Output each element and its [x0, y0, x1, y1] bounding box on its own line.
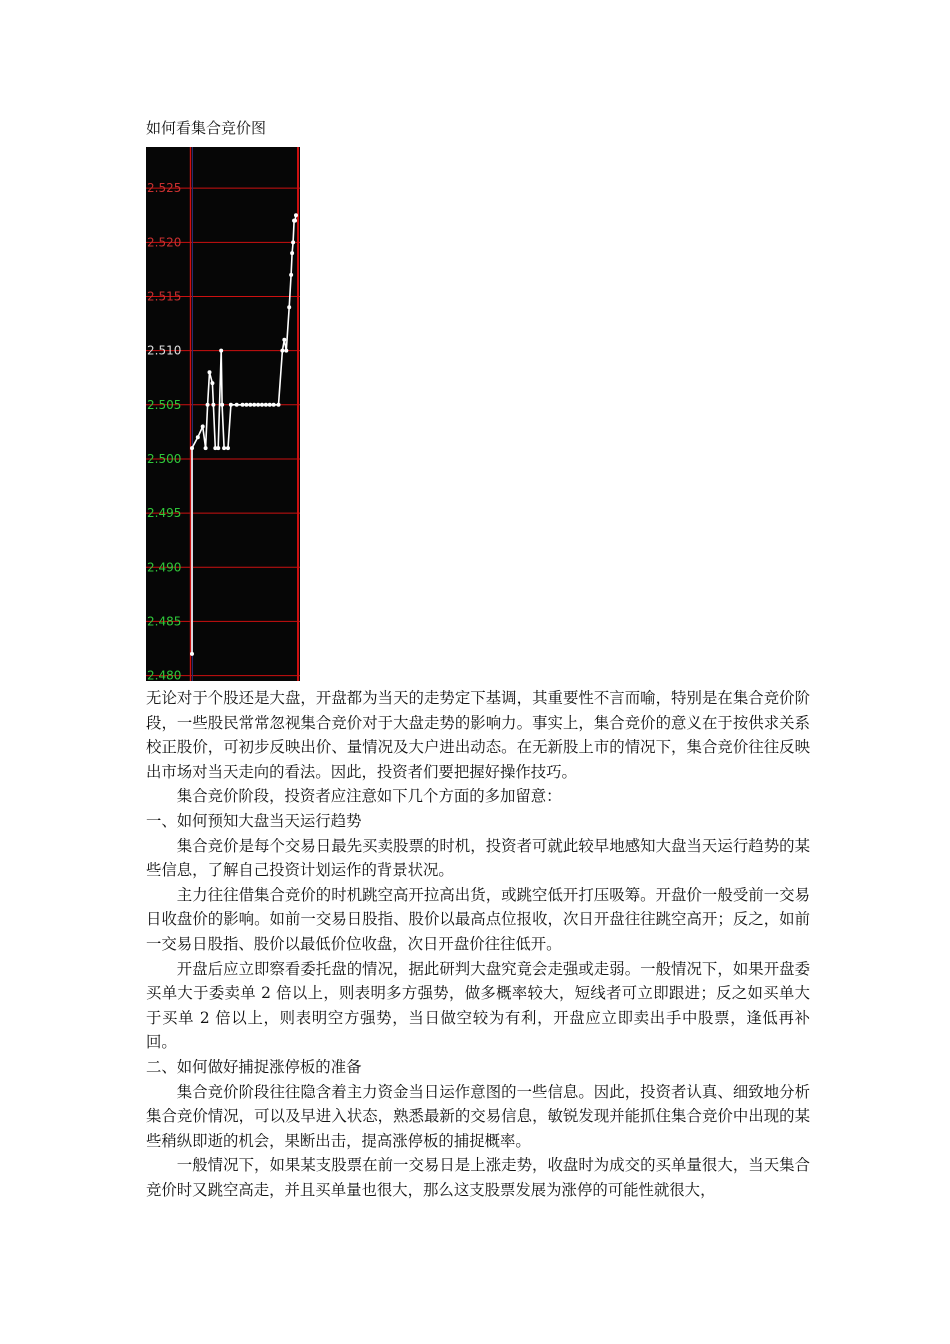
body-paragraph: 一般情况下，如果某支股票在前一交易日是上涨走势，收盘时为成交的买单量很大，当天集合竞价时又跳空高走，并且买单量也很大，那么这支股票发展为涨停的可能性就很大， [146, 1156, 810, 1199]
y-tick-label: 2.480 [147, 668, 182, 681]
price-point [211, 403, 215, 407]
y-tick-label: 2.495 [147, 506, 182, 521]
section-heading: 一、如何预知大盘当天运行趋势 [146, 811, 362, 830]
price-point [241, 403, 245, 407]
y-tick-label: 2.515 [147, 289, 182, 304]
price-point [290, 251, 294, 255]
document-title: 如何看集合竞价图 [146, 119, 267, 137]
y-tick-label: 2.510 [147, 343, 182, 358]
price-point [229, 403, 233, 407]
body-paragraph: 集合竞价是每个交易日最先买卖股票的时机，投资者可就此较早地感知大盘当天运行趋势的某些信息，了解自己投资计划运作的背景状况。 [146, 836, 810, 880]
price-point [206, 403, 210, 407]
price-point [235, 403, 239, 407]
price-point [204, 446, 208, 450]
price-point [190, 446, 194, 450]
price-point [201, 424, 205, 428]
auction-price-chart [146, 147, 300, 681]
price-point [260, 403, 264, 407]
price-point [219, 349, 223, 353]
body-paragraph: 集合竞价阶段往往隐含着主力资金当日运作意图的一些信息。因此，投资者认真、细致地分析集合竞价情况，可以及早进入状态，熟悉最新的交易信息，敏锐发现并能抓住集合竞价中出现的某些稍纵即逝的机会，果断出击，提高涨停板的捕捉概率。 [146, 1082, 810, 1150]
price-point [248, 403, 252, 407]
y-tick-label: 2.520 [147, 235, 182, 250]
price-point [196, 435, 200, 439]
section-heading: 二、如何做好捕捉涨停板的准备 [146, 1057, 362, 1076]
chart-canvas [146, 147, 300, 681]
price-point [220, 403, 224, 407]
price-point [293, 219, 297, 223]
y-tick-label: 2.485 [147, 614, 182, 629]
body-paragraph: 开盘后应立即察看委托盘的情况，据此研判大盘究竟会走强或走弱。一般情况下，如果开盘委买单大于委卖单 2 倍以上，则表明多方强势，做多概率较大，短线者可立即跟进；反之如买单大于买单 2 倍以上，则表明空方强势，当日做空较为有利，开盘应立即卖出手中股票，逢低再补回。 [146, 959, 810, 1052]
price-point [207, 370, 211, 374]
document-body [146, 686, 810, 1202]
price-point [280, 349, 284, 353]
price-point [287, 305, 291, 309]
y-tick-label: 2.525 [147, 181, 182, 196]
body-paragraph: 无论对于个股还是大盘，开盘都为当天的走势定下基调，其重要性不言而喻，特别是在集合竞价阶段，一些股民常常忽视集合竞价对于大盘走势的影响力。事实上，集合竞价的意义在于按供求关系校正股价，可初步反映出价、量情况及大户进出动态。在无新股上市的情况下，集合竞价往往反映出市场对当天走向的看法。因此，投资者们要把握好操作技巧。 [146, 689, 810, 781]
price-point [244, 403, 248, 407]
price-point [277, 403, 281, 407]
y-tick-label: 2.505 [147, 397, 182, 412]
price-point [256, 403, 260, 407]
y-tick-label: 2.490 [147, 560, 182, 575]
price-point [264, 403, 268, 407]
body-paragraph: 主力往往借集合竞价的时机跳空高开拉高出货，或跳空低开打压吸筹。开盘价一般受前一交易日收盘价的影响。如前一交易日股指、股价以最高点位报收，次日开盘往往跳空高开；反之，如前一交易日股指、股价以最低价位收盘，次日开盘价往往低开。 [146, 885, 810, 953]
price-point [226, 446, 230, 450]
price-point [190, 652, 194, 656]
price-point [268, 403, 272, 407]
price-point [294, 213, 298, 217]
price-point [252, 403, 256, 407]
y-tick-label: 2.500 [147, 451, 182, 466]
price-point [272, 403, 276, 407]
price-point [222, 446, 226, 450]
price-point [291, 240, 295, 244]
price-point [282, 338, 286, 342]
price-point [289, 273, 293, 277]
price-point [216, 446, 220, 450]
price-point [284, 349, 288, 353]
body-paragraph: 集合竞价阶段，投资者应注意如下几个方面的多加留意： [176, 787, 562, 806]
price-point [210, 381, 214, 385]
